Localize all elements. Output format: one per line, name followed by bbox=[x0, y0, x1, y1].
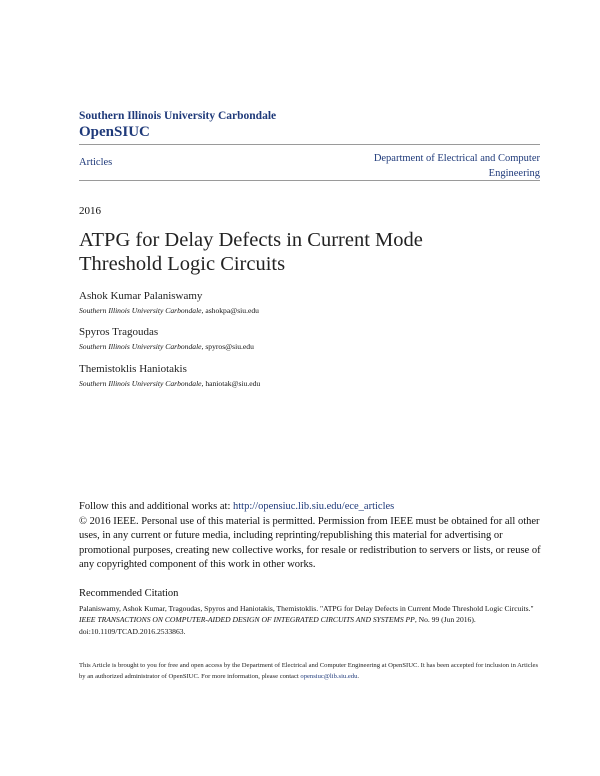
access-footer: This Article is brought to you for free and open access by the Department of Electrical and Computer Engineering at OpenSIUC. It has been accepted for inclusion in Articles by an authorized administrator of OpenSIUC. For more information, please contact opensiuc@lib.siu.edu. bbox=[79, 662, 539, 680]
author-affiliation: Southern Illinois University Carbondale, spyros@siu.edu bbox=[79, 342, 254, 351]
series-divider bbox=[79, 180, 540, 181]
institution-name: Southern Illinois University Carbondale bbox=[79, 110, 277, 122]
repository-name[interactable]: OpenSIUC bbox=[79, 124, 150, 140]
contact-email-link[interactable]: opensiuc@lib.siu.edu bbox=[300, 672, 358, 680]
publication-year: 2016 bbox=[79, 205, 101, 217]
author-name: Ashok Kumar Palaniswamy bbox=[79, 290, 203, 302]
department-link[interactable]: Department of Electrical and Computer Engineering bbox=[373, 153, 540, 179]
follow-section bbox=[79, 500, 549, 573]
rights-statement: © 2016 IEEE. Personal use of this material is permitted. Permission from IEEE must be obtained for all other uses, in any current or future media, including reprinting/republishing this material for advertising or promotional purposes, creating new collective works, for resale or redistribution to servers or lists, or reuse of any copyrighted component of this work in other works. bbox=[79, 515, 541, 570]
article-title: ATPG for Delay Defects in Current Mode Threshold Logic Circuits bbox=[79, 229, 423, 275]
author-name: Spyros Tragoudas bbox=[79, 326, 159, 338]
collection-link[interactable]: Articles bbox=[79, 157, 113, 168]
citation-text: Palaniswamy, Ashok Kumar, Tragoudas, Spyros and Haniotakis, Themistoklis. "ATPG for Delay Defects in Current Mode Threshold Logic Circuits." IEEE TRANSACTIONS ON COMPUTER-AIDED DESIGN OF INTEGRATED CIRCUITS AND SYSTEMS PP, No. 99 (Jun 2016). doi:10.1109/TCAD.2016.2533863. bbox=[79, 604, 534, 636]
collection-url-link[interactable]: http://opensiuc.lib.siu.edu/ece_articles bbox=[233, 501, 395, 512]
author-name: Themistoklis Haniotakis bbox=[79, 363, 187, 375]
author-affiliation: Southern Illinois University Carbondale, ashokpa@siu.edu bbox=[79, 306, 259, 315]
follow-prefix: Follow this and additional works at: bbox=[79, 501, 233, 512]
citation-heading: Recommended Citation bbox=[79, 588, 179, 599]
author-affiliation: Southern Illinois University Carbondale, haniotak@siu.edu bbox=[79, 379, 261, 388]
header-divider bbox=[79, 144, 540, 145]
